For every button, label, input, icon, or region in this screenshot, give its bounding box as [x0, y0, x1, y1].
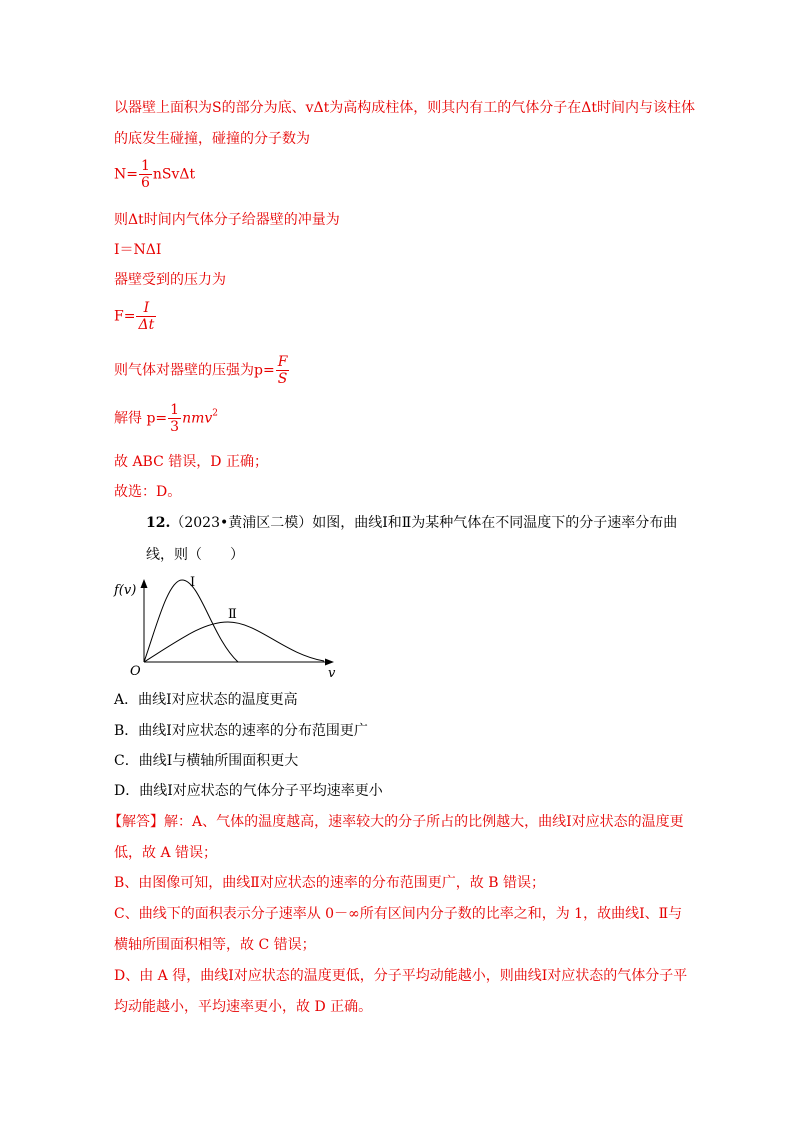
exponent: 2	[212, 408, 219, 419]
fraction	[276, 354, 290, 387]
question-number: 12.	[146, 515, 171, 531]
fraction-denominator: Δt	[138, 317, 155, 333]
equation-lhs: N=	[114, 166, 138, 183]
answer-text-line: 横轴所围面积相等，故 C 错误；	[114, 937, 316, 953]
fraction-numerator: I	[143, 300, 150, 316]
option-b: B．曲线Ⅰ对应状态的速率的分布范围更广	[114, 723, 368, 739]
answer-text-line: 低，故 A 错误；	[114, 845, 218, 861]
fraction	[139, 158, 152, 191]
origin-label: O	[130, 664, 141, 679]
option-c: C．曲线Ⅰ与横轴所围面积更大	[114, 753, 299, 769]
equation-lhs: 解得 p=	[114, 410, 168, 427]
option-d: D．曲线Ⅰ对应状态的气体分子平均速率更小	[114, 783, 383, 799]
fraction-denominator: S	[277, 371, 288, 387]
answer-text-line: C、曲线下的面积表示分子速率从 0－∞所有区间内分子数的比率之和，为 1，故曲线Ⅰ、Ⅱ与	[114, 906, 683, 922]
curve-2	[144, 622, 324, 662]
fraction-numerator: 1	[170, 402, 180, 418]
equation-f	[114, 300, 157, 333]
answer-first-line	[108, 812, 684, 832]
solution-text-line: 故 ABC 错误，D 正确；	[114, 454, 268, 470]
equation-rhs: nmv	[182, 410, 213, 427]
fraction	[136, 300, 156, 333]
question-text-line: 线，则（ ）	[146, 547, 244, 563]
solution-text-line: 故选：D。	[114, 484, 182, 500]
answer-text: 解：A、气体的温度越高，速率较大的分子所占的比例越大，曲线Ⅰ对应状态的温度更	[164, 814, 684, 830]
fraction-denominator: 6	[140, 175, 150, 191]
curve-1	[144, 580, 238, 662]
equation-lhs: F=	[114, 308, 136, 325]
curve-2-label: Ⅱ	[228, 607, 237, 622]
fraction-numerator: 1	[140, 158, 150, 174]
y-axis-arrow	[141, 579, 148, 588]
solution-text-line: 以器壁上面积为S的部分为底、vΔt为高构成柱体，则其内有工的气体分子在Δt时间内与该柱体	[114, 100, 695, 116]
x-axis-label: v	[328, 666, 336, 680]
question-text: （2023•黄浦区二模）如图，曲线Ⅰ和Ⅱ为某种气体在不同温度下的分子速率分布曲	[170, 515, 678, 531]
answer-text-line: 均动能越小，平均速率更小，故 D 正确。	[114, 999, 373, 1015]
fraction-numerator: F	[277, 354, 288, 370]
fraction	[168, 402, 181, 435]
equation-i: I＝NΔI	[114, 242, 162, 258]
equation-p-result	[114, 402, 218, 435]
answer-text-line: D、由 A 得，曲线Ⅰ对应状态的温度更低，分子平均动能越小，则曲线Ⅰ对应状态的气体分子平	[114, 968, 688, 984]
fraction-denominator: 3	[170, 419, 180, 435]
solution-text-line: 的底发生碰撞，碰撞的分子数为	[114, 131, 310, 147]
answer-text-line: B、由图像可知，曲线Ⅱ对应状态的速率的分布范围更广，故 B 错误；	[114, 875, 545, 891]
equation-lhs: 则气体对器壁的压强为p=	[114, 362, 275, 379]
equation-rhs: nSvΔt	[152, 166, 196, 183]
curve-1-label: Ⅰ	[190, 575, 196, 590]
velocity-distribution-figure	[112, 568, 344, 680]
answer-tag: 【解答】	[108, 814, 164, 830]
option-a: A．曲线Ⅰ对应状态的温度更高	[114, 692, 298, 708]
equation-p	[114, 354, 290, 387]
equation-n	[114, 158, 195, 191]
y-axis-label: f(v)	[114, 583, 137, 598]
solution-text-line: 则Δt时间内气体分子给器壁的冲量为	[114, 212, 340, 228]
solution-text-line: 器壁受到的压力为	[114, 272, 226, 288]
x-axis-arrow	[325, 659, 334, 666]
question-stem	[146, 513, 677, 533]
